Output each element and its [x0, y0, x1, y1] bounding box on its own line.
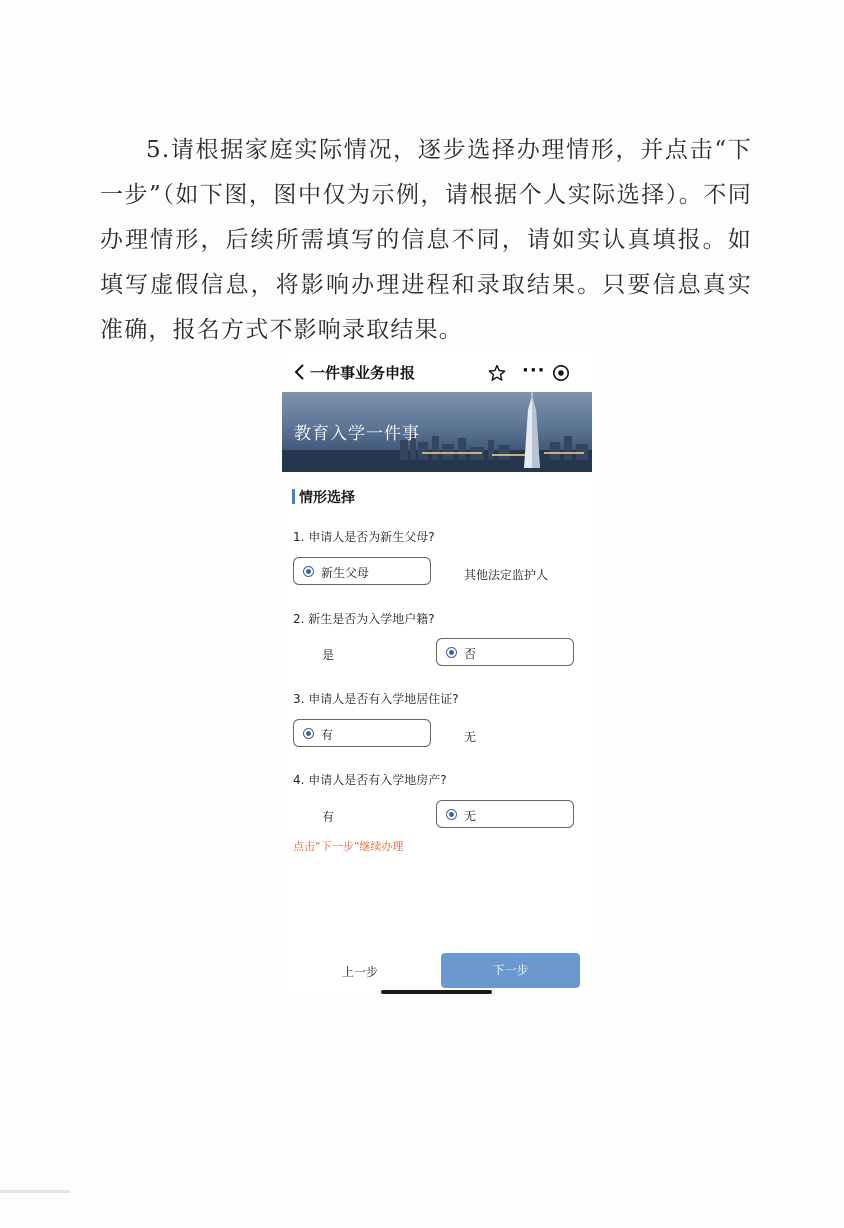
app-title: 一件事业务申报 — [310, 364, 416, 382]
option-label: 否 — [464, 647, 477, 661]
question-4: 4. 申请人是否有入学地房产? — [293, 773, 447, 787]
next-step-button[interactable]: 下一步 — [441, 953, 580, 988]
continue-hint: 点击“下一步”继续办理 — [293, 840, 404, 853]
question-3: 3. 申请人是否有入学地居住证? — [293, 692, 459, 706]
option-label: 新生父母 — [321, 566, 370, 580]
option-has-property[interactable]: 有 — [322, 810, 335, 824]
banner — [282, 392, 592, 472]
back-icon[interactable] — [292, 363, 308, 381]
option-new-parents[interactable] — [293, 557, 431, 585]
question-2: 2. 新生是否为入学地户籍? — [293, 612, 435, 626]
instruction-paragraph: 5.请根据家庭实际情况，逐步选择办理情形，并点击“下一步”（如下图，图中仅为示例，请根据个人实际选择）。不同办理情形，后续所需填写的信息不同，请如实认真填报。如填写虚假信息，将影响办理进程和录取结果。只要信息真实准确，报名方式不影响录取结果。 — [100, 137, 752, 343]
radio-selected-icon — [303, 566, 314, 577]
banner-title: 教育入学一件事 — [294, 424, 420, 444]
option-no-property[interactable] — [436, 800, 574, 828]
star-icon[interactable] — [488, 364, 506, 382]
home-indicator — [381, 990, 492, 994]
radio-selected-icon — [446, 809, 457, 820]
option-label: 无 — [464, 809, 477, 823]
option-no[interactable] — [436, 638, 574, 666]
option-has-residence-permit[interactable] — [293, 719, 431, 747]
option-label: 有 — [321, 728, 334, 742]
question-1: 1. 申请人是否为新生父母? — [293, 530, 435, 544]
scan-edge-mark — [0, 1190, 70, 1193]
radio-selected-icon — [446, 647, 457, 658]
target-icon[interactable] — [552, 364, 570, 382]
prev-step-button[interactable]: 上一步 — [342, 965, 379, 979]
radio-selected-icon — [303, 728, 314, 739]
option-yes[interactable]: 是 — [322, 648, 335, 662]
option-no-residence-permit[interactable]: 无 — [464, 730, 477, 744]
option-other-guardian[interactable]: 其他法定监护人 — [464, 568, 549, 582]
phone-screenshot — [282, 352, 592, 996]
section-accent-bar — [292, 489, 295, 504]
title-bar — [282, 352, 592, 392]
section-title: 情形选择 — [299, 490, 355, 506]
more-icon[interactable]: ··· — [522, 360, 546, 381]
